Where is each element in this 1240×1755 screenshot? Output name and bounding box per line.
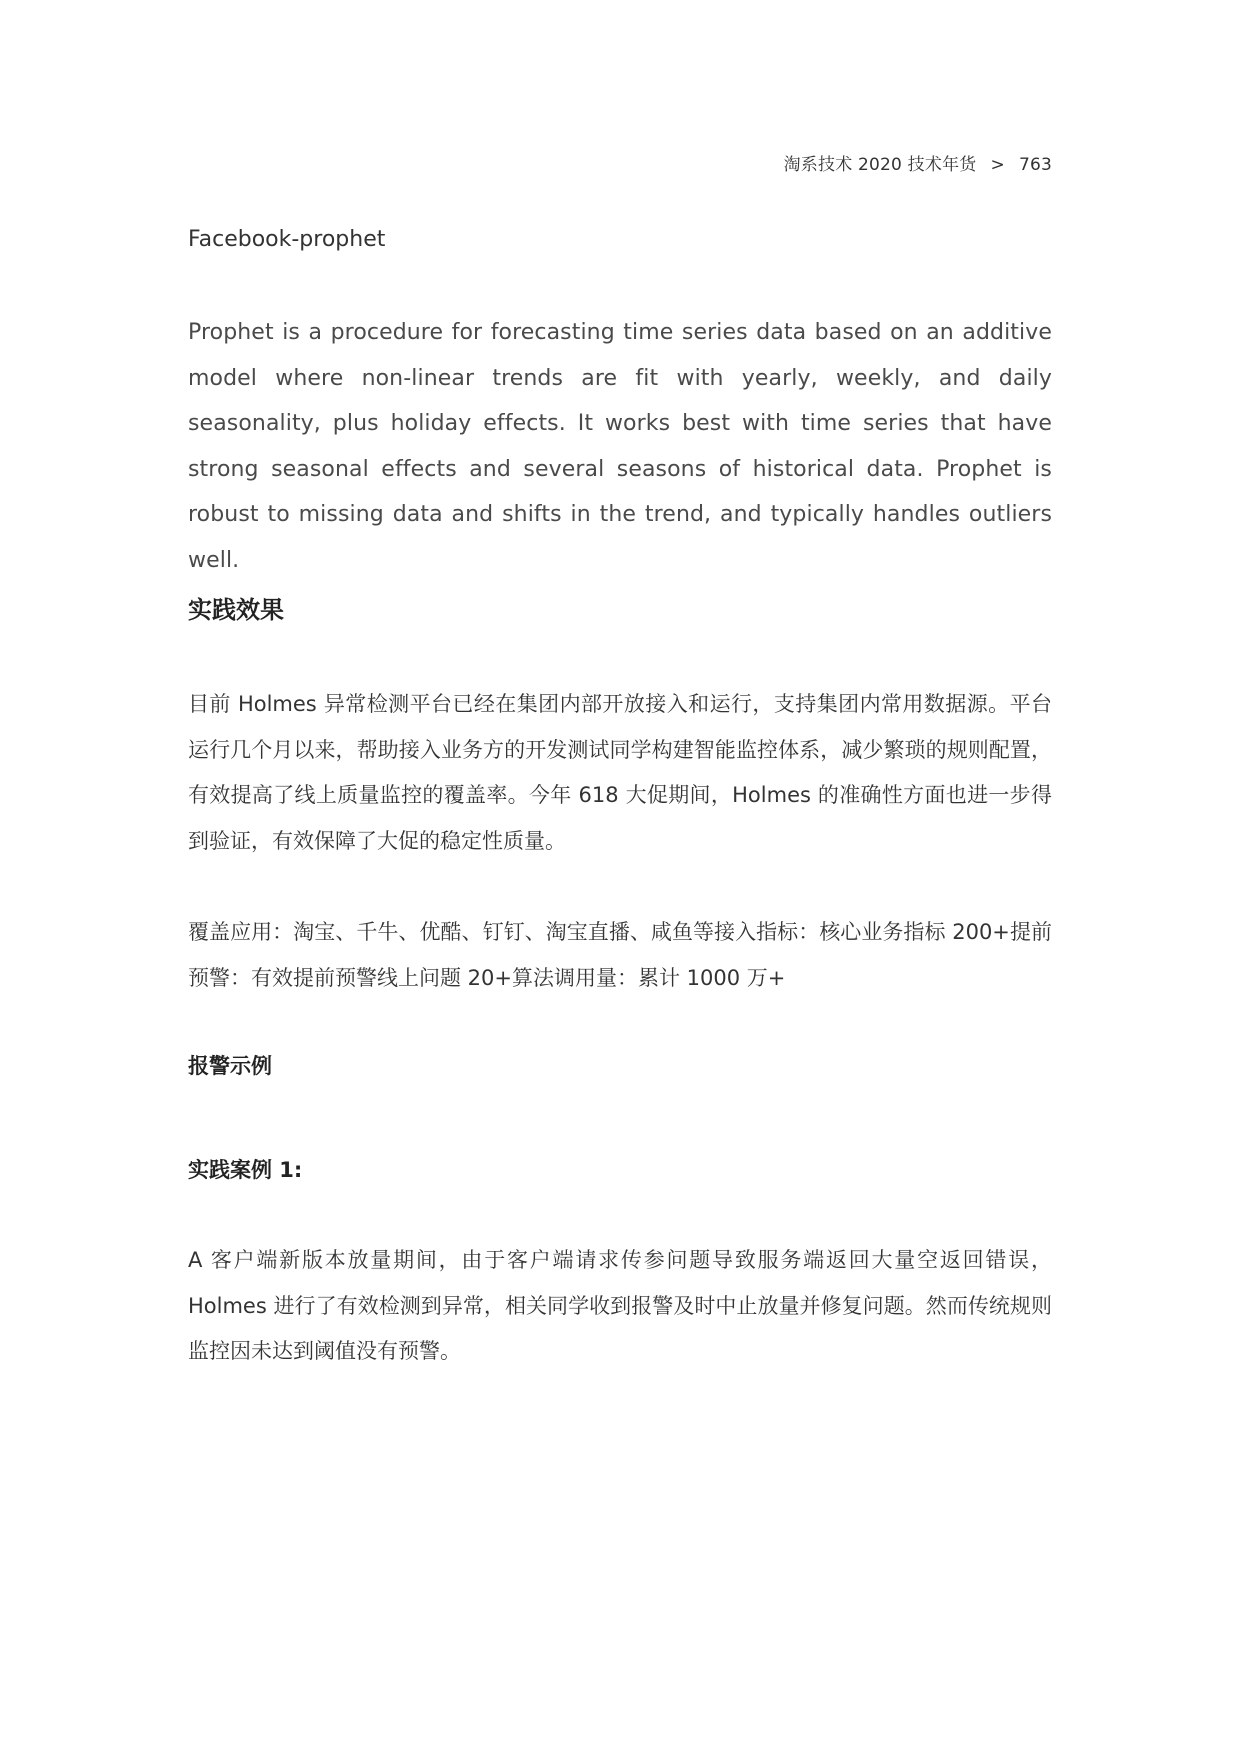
header-separator: > (990, 155, 1005, 175)
section-title: 实践效果 (188, 596, 284, 624)
case-paragraph: A 客户端新版本放量期间，由于客户端请求传参问题导致服务端返回大量空返回错误，Holmes 进行了有效检测到异常，相关同学收到报警及时中止放量并修复问题。然而传统规则监控因未达到阈值没有预警。 (188, 1248, 1052, 1363)
practice-paragraph: 目前 Holmes 异常检测平台已经在集团内部开放接入和运行，支持集团内常用数据源。平台运行几个月以来，帮助接入业务方的开发测试同学构建智能监控体系，减少繁琐的规则配置，有效提高了线上质量监控的覆盖率。今年 618 大促期间，Holmes 的准确性方面也进一步得到验证，有效保障了大促的稳定性质量。 (188, 692, 1052, 853)
page-number: 763 (1018, 155, 1052, 175)
coverage-paragraph: 覆盖应用：淘宝、千牛、优酷、钉钉、淘宝直播、咸鱼等接入指标：核心业务指标 200+提前预警：有效提前预警线上问题 20+算法调用量：累计 1000 万+ (188, 920, 1052, 990)
prophet-heading: Facebook-prophet (188, 227, 386, 252)
book-title: 淘系技术 2020 技术年货 (783, 155, 977, 175)
alert-heading: 报警示例 (188, 1054, 272, 1078)
prophet-paragraph: Prophet is a procedure for forecasting time series data based on an additive model where non-linear trends are fit with yearly, weekly, and daily seasonality, plus holiday effects. It works best with time series that have strong seasonal effects and several seasons of historical data. Prophet is robust to missing data and shifts in the trend, and typically handles outliers well. (188, 320, 1052, 573)
case-heading: 实践案例 1: (188, 1158, 303, 1182)
running-header (784, 150, 1052, 175)
